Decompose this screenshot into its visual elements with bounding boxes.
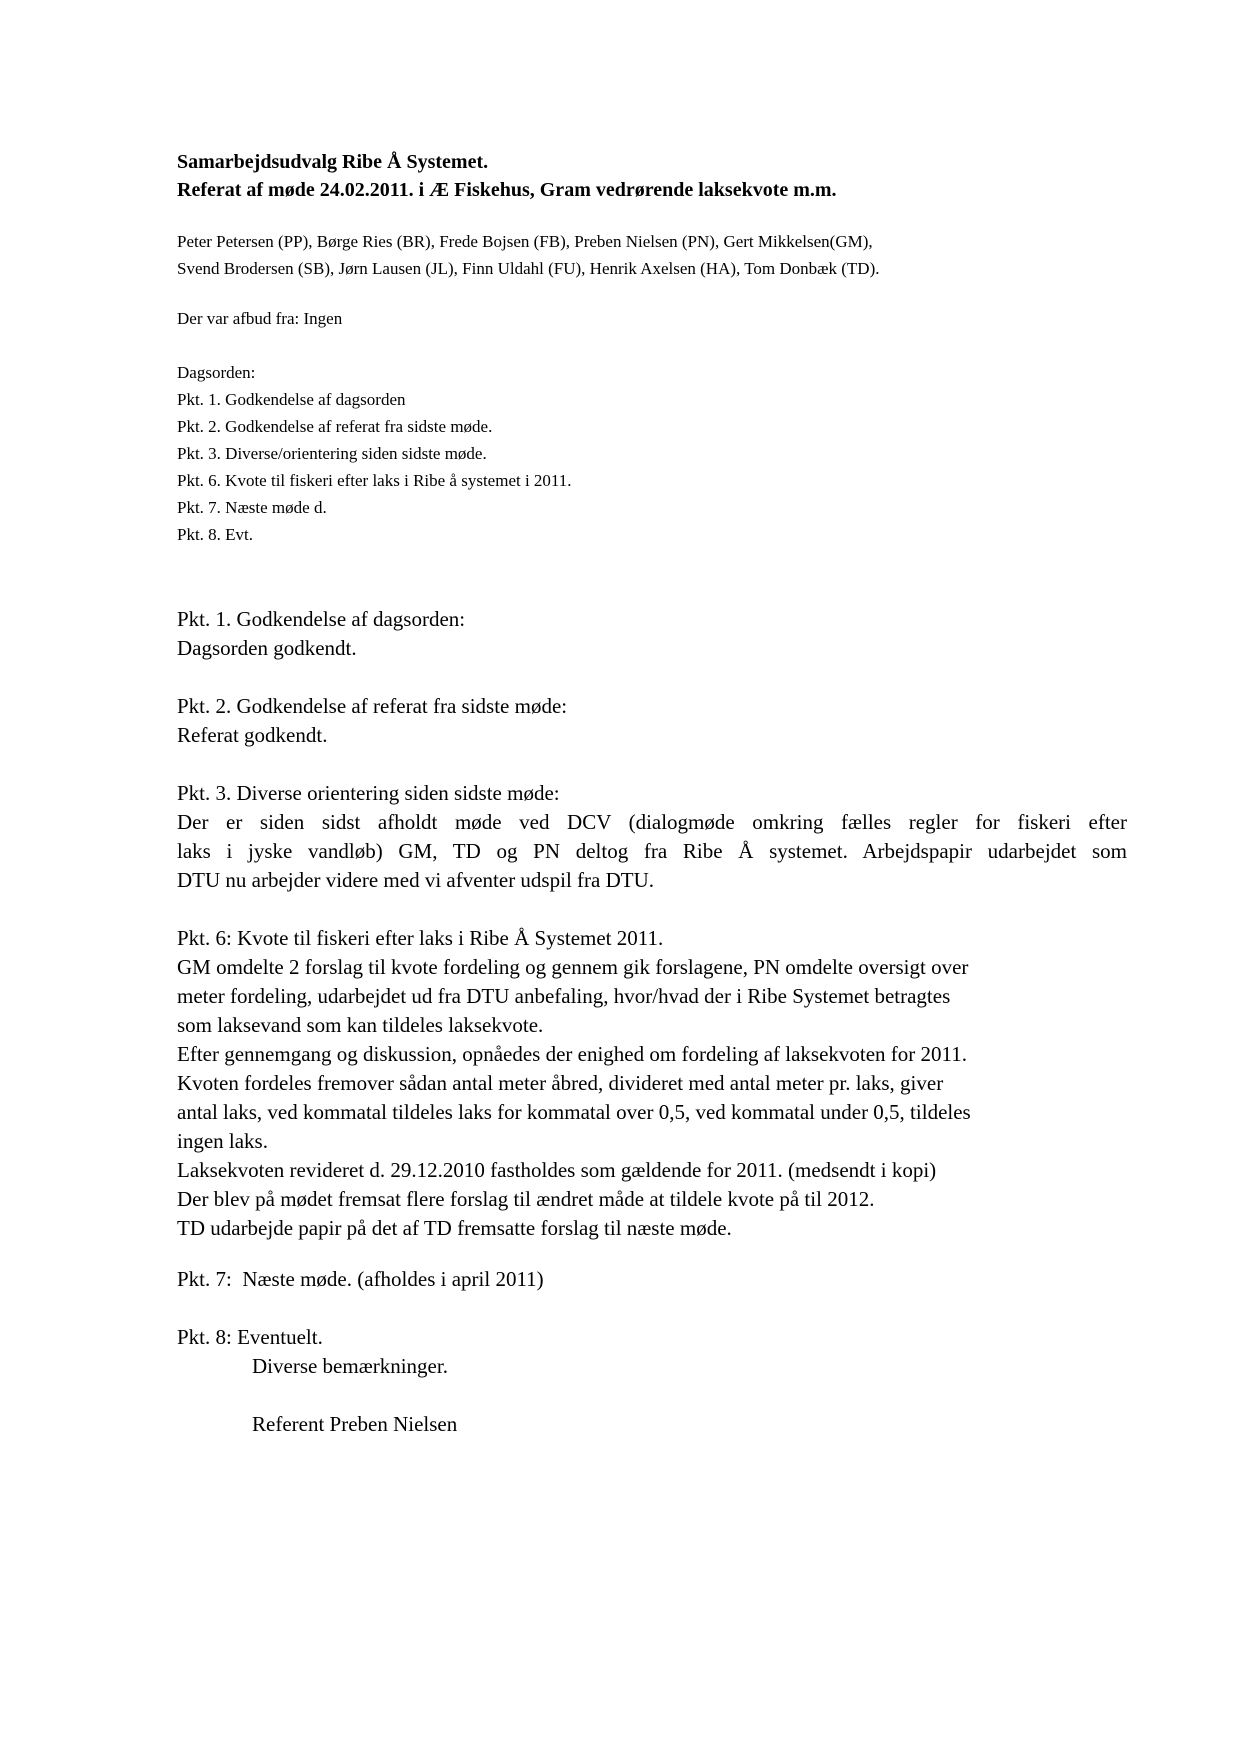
agenda [177,359,1177,548]
attendees-list [177,228,1177,282]
title-line-1: Samarbejdsudvalg Ribe Å Systemet. [177,151,489,173]
section-line: laks i jyske vandløb) GM, TD og PN deltog fra Ribe Å systemet. Arbejdspapir udarbejdet som [177,839,1127,863]
section-pkt-1 [177,605,1127,663]
agenda-item: Pkt. 6. Kvote til fiskeri efter laks i Ribe å systemet i 2011. [177,471,572,490]
document-title [177,148,1177,204]
attendees-line-2: Svend Brodersen (SB), Jørn Lausen (JL), Finn Uldahl (FU), Henrik Axelsen (HA), Tom Donbæk (TD). [177,259,880,278]
section-line: Kvoten fordeles fremover sådan antal meter åbred, divideret med antal meter pr. laks, giver [177,1071,944,1095]
section-line: antal laks, ved kommatal tildeles laks for kommatal over 0,5, ved kommatal under 0,5, tildeles [177,1100,971,1124]
section-text: Dagsorden godkendt. [177,636,357,660]
section-heading: Pkt. 1. Godkendelse af dagsorden: [177,607,466,631]
section-line: GM omdelte 2 forslag til kvote fordeling og gennem gik forslagene, PN omdelte oversigt over [177,955,969,979]
attendees-line-1: Peter Petersen (PP), Børge Ries (BR), Frede Bojsen (FB), Preben Nielsen (PN), Gert Mikkelsen(GM), [177,232,873,251]
section-heading: Pkt. 7: Næste møde. (afholdes i april 2011) [177,1267,544,1291]
agenda-item: Pkt. 8. Evt. [177,525,254,544]
section-heading: Pkt. 3. Diverse orientering siden sidste møde: [177,781,560,805]
signature: Referent Preben Nielsen [252,1412,458,1436]
section-heading: Pkt. 2. Godkendelse af referat fra sidste møde: [177,694,568,718]
spacer [177,1381,1127,1410]
agenda-item: Pkt. 3. Diverse/orientering siden sidste møde. [177,444,487,463]
section-heading: Pkt. 8: Eventuelt. [177,1325,323,1349]
section-pkt-6 [177,924,1127,1243]
section-line: Der blev på mødet fremsat flere forslag til ændret måde at tildele kvote på til 2012. [177,1187,875,1211]
agenda-item: Pkt. 2. Godkendelse af referat fra sidste møde. [177,417,493,436]
section-line: ingen laks. [177,1129,268,1153]
section-line: Der er siden sidst afholdt møde ved DCV (dialogmøde omkring fælles regler for fiskeri efter [177,810,1127,834]
agenda-heading: Dagsorden: [177,363,256,382]
section-text: Diverse bemærkninger. [252,1354,448,1378]
section-line: Laksekvoten revideret d. 29.12.2010 fastholdes som gældende for 2011. (medsendt i kopi) [177,1158,937,1182]
section-pkt-3 [177,779,1127,895]
section-text: Referat godkendt. [177,723,328,747]
section-pkt-7 [177,1265,1127,1294]
section-line: Efter gennemgang og diskussion, opnåedes der enighed om fordeling af laksekvoten for 2011. [177,1042,968,1066]
section-line: TD udarbejde papir på det af TD fremsatte forslag til næste møde. [177,1216,732,1240]
agenda-item: Pkt. 7. Næste møde d. [177,498,327,517]
section-pkt-2 [177,692,1127,750]
title-line-2: Referat af møde 24.02.2011. i Æ Fiskehus, Gram vedrørende laksekvote m.m. [177,179,837,201]
section-line: DTU nu arbejder videre med vi afventer udspil fra DTU. [177,868,654,892]
section-line: meter fordeling, udarbejdet ud fra DTU anbefaling, hvor/hvad der i Ribe Systemet betragtes [177,984,951,1008]
agenda-item: Pkt. 1. Godkendelse af dagsorden [177,390,406,409]
section-line: som laksevand som kan tildeles laksekvote. [177,1013,544,1037]
absence-note: Der var afbud fra: Ingen [177,309,343,328]
section-pkt-8 [177,1323,1127,1439]
section-heading: Pkt. 6: Kvote til fiskeri efter laks i Ribe Å Systemet 2011. [177,926,664,950]
